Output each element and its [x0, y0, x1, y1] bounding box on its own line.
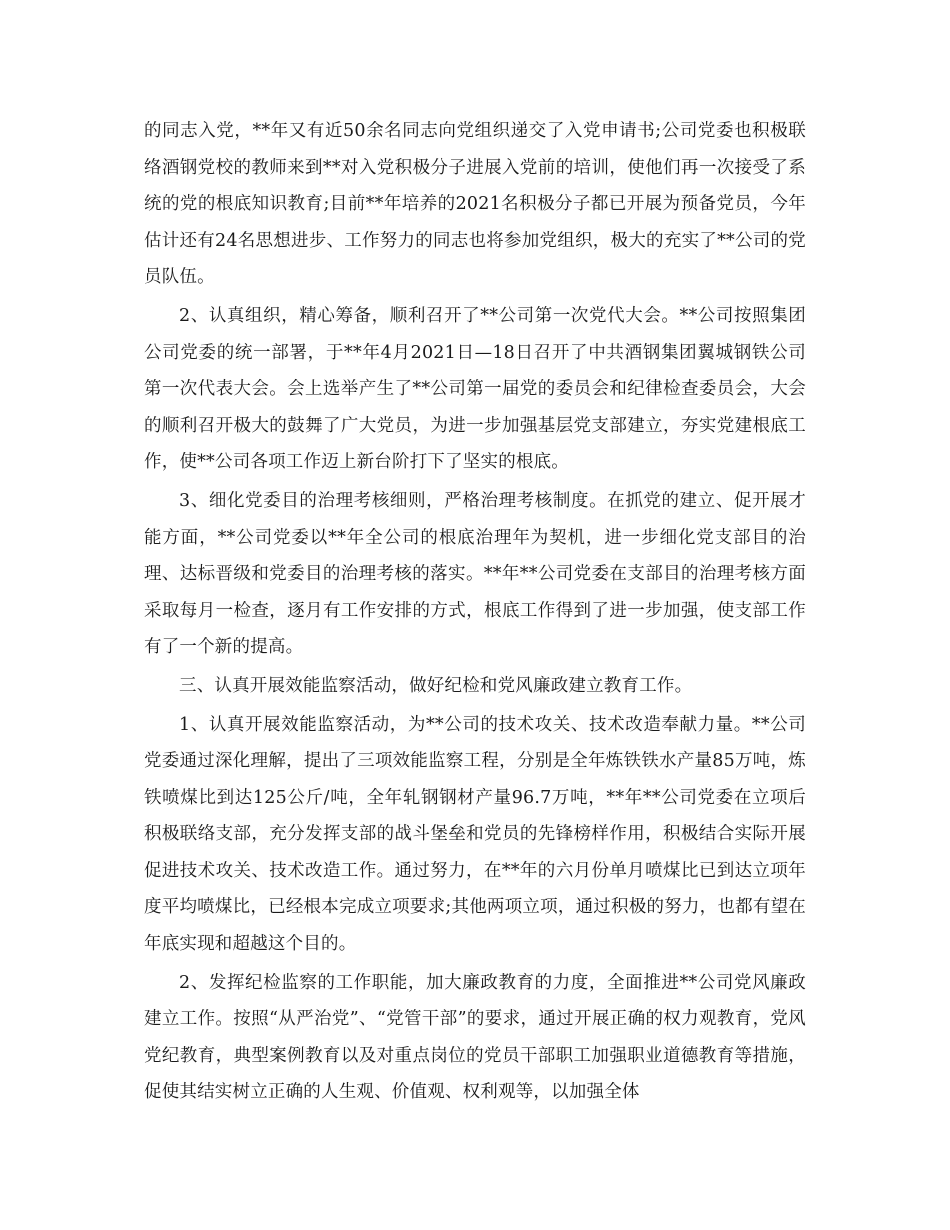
document-body	[144, 113, 806, 1113]
section-heading-efficiency-supervision: 三、认真开展效能监察活动，做好纪检和党风廉政建立教育工作。	[179, 675, 693, 696]
paragraph-assessment-rules: 3、细化党委目的治理考核细则，严格治理考核制度。在抓党的建立、促开展才能方面，**公司党委以**年全公司的根底治理年为契机，进一步细化党支部目的治理、达标晋级和党委目的治理考核的落实。**年**公司党委在支部目的治理考核方面采取每月一检查，逐月有工作安排的方式，根底工作得到了进一步加强，使支部工作有了一个新的提高。	[144, 490, 806, 658]
paragraph-efficiency-supervision: 1、认真开展效能监察活动，为**公司的技术攻关、技术改造奉献力量。**公司党委通过深化理解，提出了三项效能监察工程，分别是全年炼铁铁水产量85万吨，炼铁喷煤比到达125公斤/吨，全年轧钢钢材产量96.7万吨，**年**公司党委在立项后积极联络支部，充分发挥支部的战斗堡垒和党员的先锋榜样作用，积极结合实际开展促进技术攻关、技术改造工作。通过努力，在**年的六月份单月喷煤比已到达立项年度平均喷煤比，已经根本完成立项要求;其他两项立项，通过积极的努力，也都有望在年底实现和超越这个目的。	[144, 714, 806, 955]
paragraph-party-congress: 2、认真组织，精心筹备，顺利召开了**公司第一次党代大会。**公司按照集团公司党委的统一部署，于**年4月2021日—18日召开了中共酒钢集团翼城钢铁公司第一次代表大会。会上选举产生了**公司第一届党的委员会和纪律检查委员会，大会的顺利召开极大的鼓舞了广大党员，为进一步加强基层党支部建立，夯实党建根底工作，使**公司各项工作迈上新台阶打下了坚实的根底。	[144, 305, 806, 473]
paragraph-continuation: 的同志入党，**年又有近50余名同志向党组织递交了入党申请书;公司党委也积极联络酒钢党校的教师来到**对入党积极分子进展入党前的培训，使他们再一次接受了系统的党的根底知识教育;目前**年培养的2021名积极分子都已开展为预备党员，今年估计还有24名思想进步、工作努力的同志也将参加党组织，极大的充实了**公司的党员队伍。	[144, 121, 806, 288]
paragraph-discipline-inspection: 2、发挥纪检监察的工作职能，加大廉政教育的力度，全面推进**公司党风廉政建立工作。按照“从严治党”、“党管干部”的要求，通过开展正确的权力观教育，党风党纪教育，典型案例教育以及对重点岗位的党员干部职工加强职业道德教育等措施，促使其结实树立正确的人生观、价值观、权利观等，以加强全体	[144, 972, 806, 1103]
